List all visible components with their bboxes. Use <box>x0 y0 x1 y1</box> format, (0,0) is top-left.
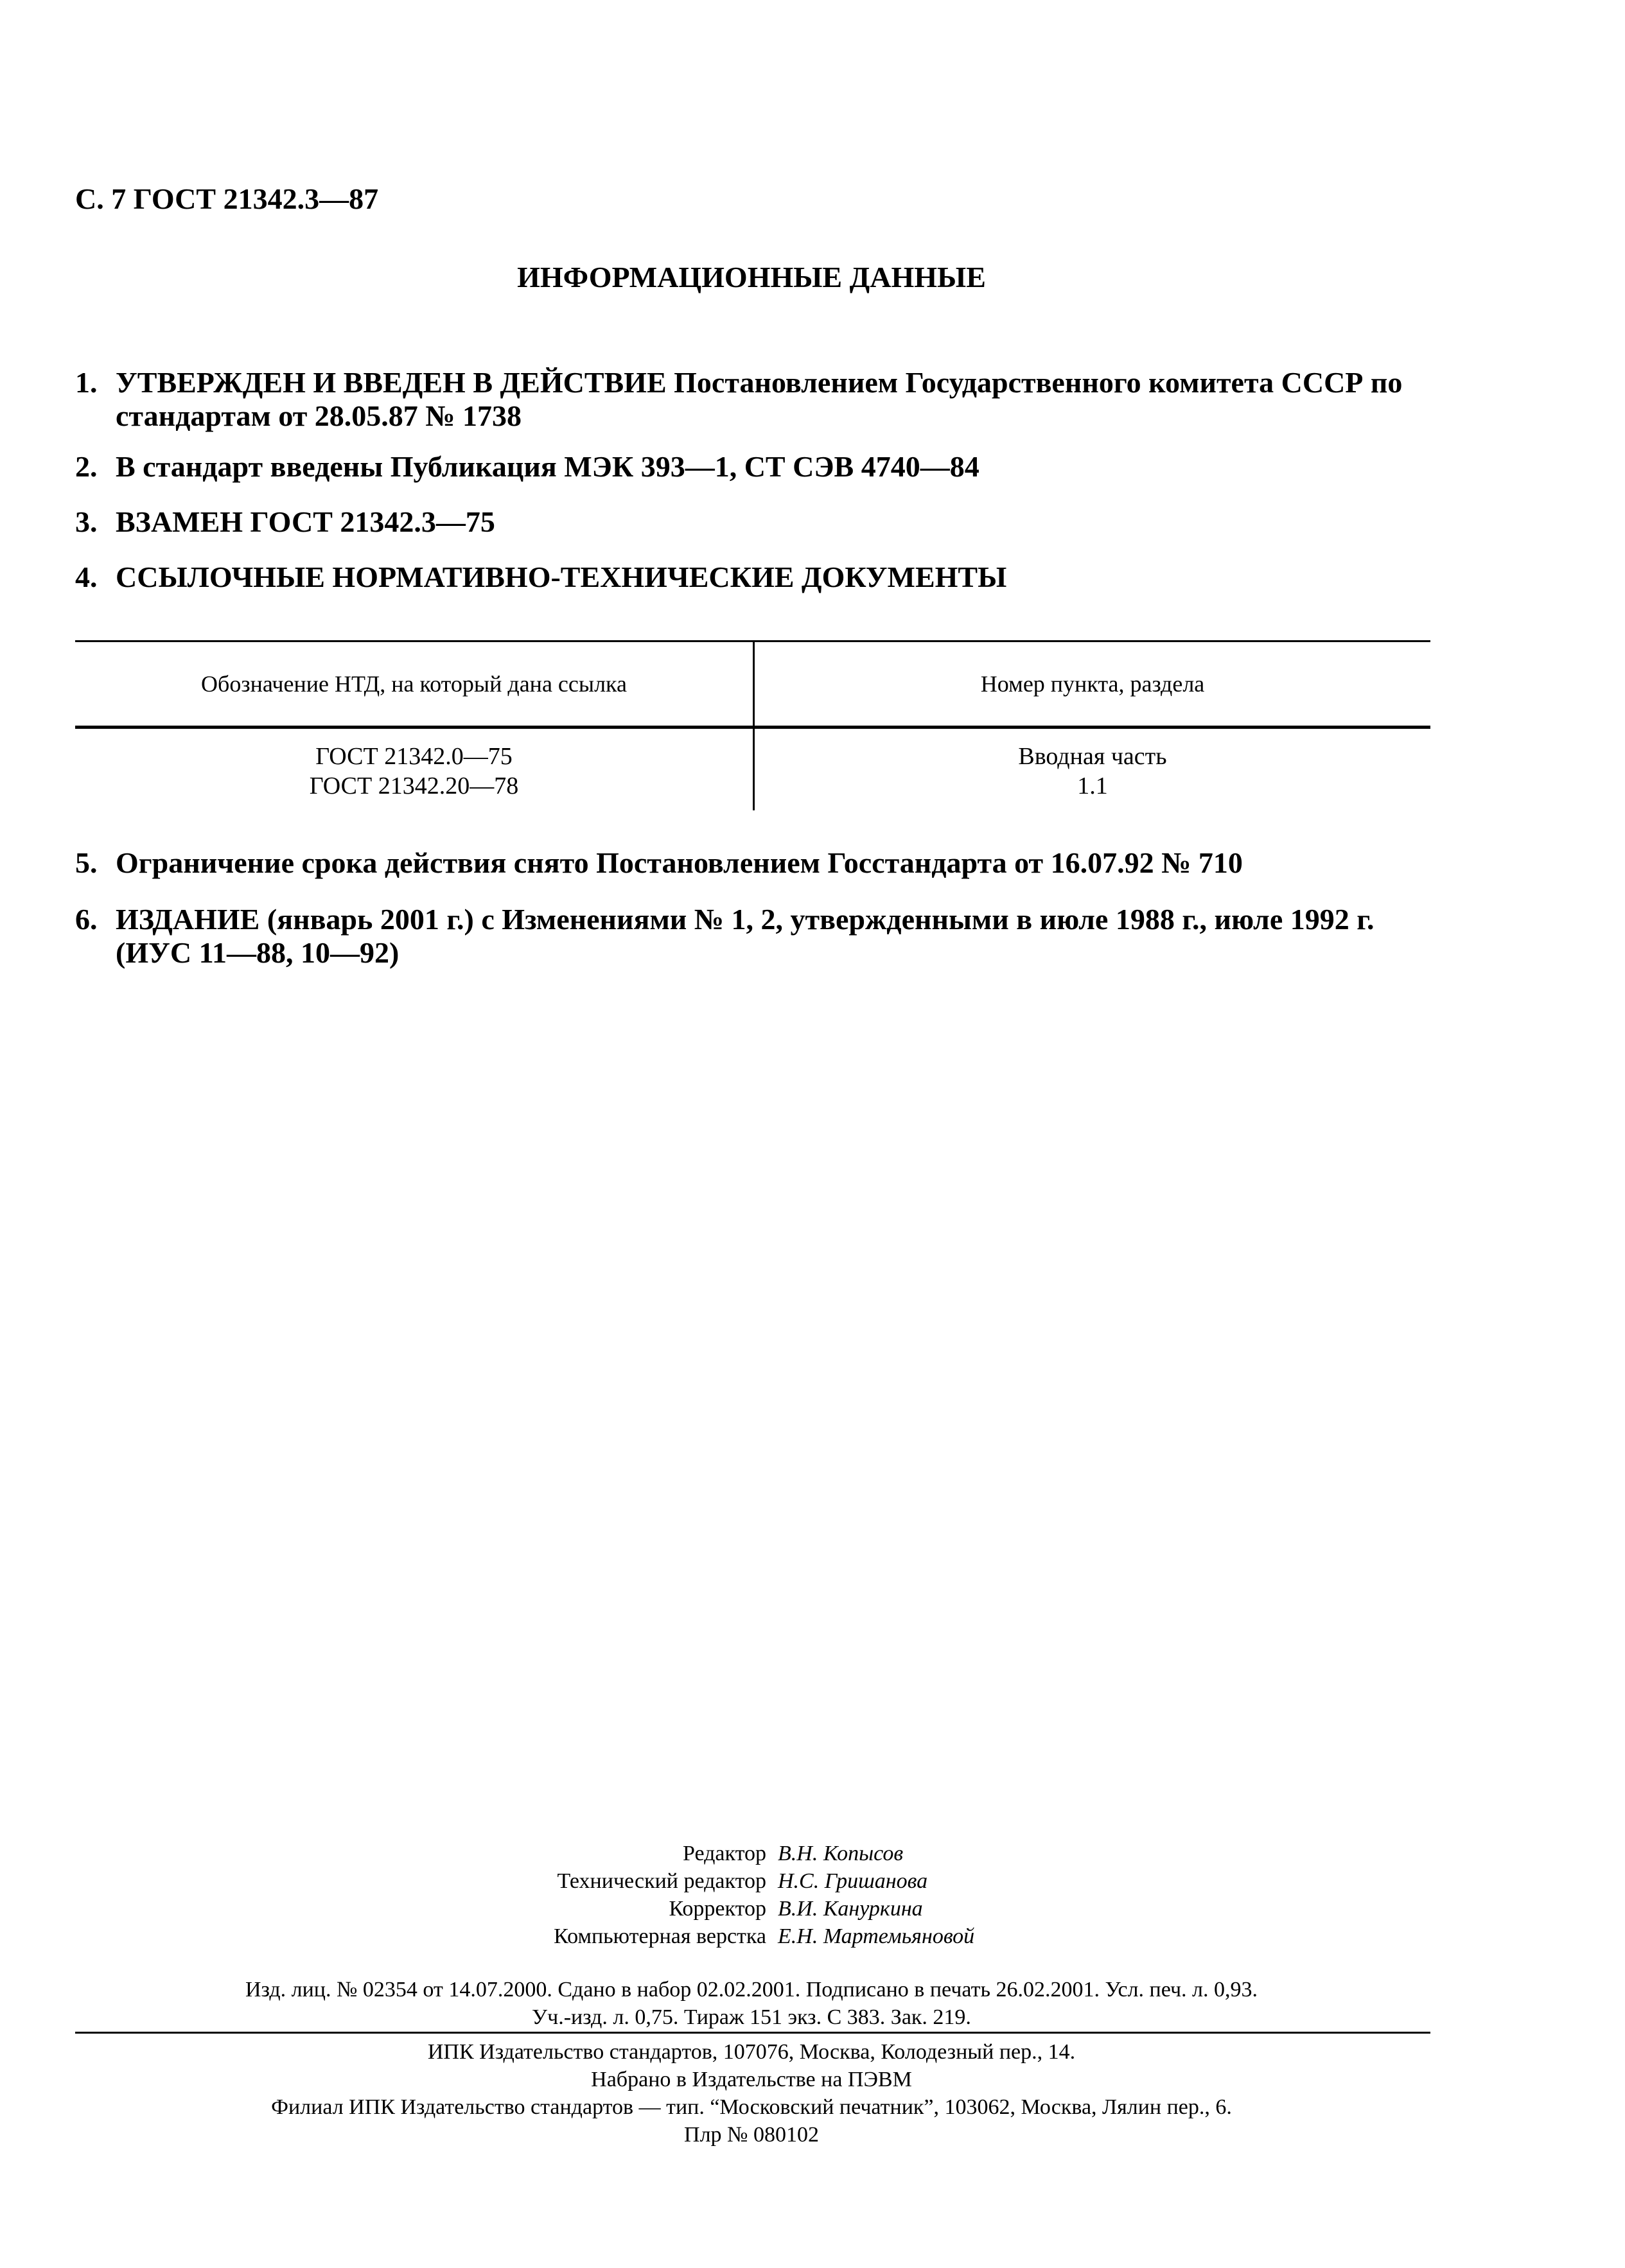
publication-line: Изд. лиц. № 02354 от 14.07.2000. Сдано в набор 02.02.2001. Подписано в печать 26.02.2001. Усл. печ. л. 0,93. <box>245 1978 1258 2002</box>
credit-role: Редактор <box>683 1842 766 1865</box>
imprint-line: Плр № 080102 <box>684 2123 819 2147</box>
table-cell: ГОСТ 21342.20—78 <box>309 772 519 799</box>
credit-name: В.Н. Копысов <box>778 1842 904 1865</box>
publication-line: Уч.-изд. л. 0,75. Тираж 151 экз. С 383. Зак. 219. <box>532 2005 971 2029</box>
list-item <box>75 450 1430 484</box>
item-number: 4. <box>75 561 98 593</box>
item-lead: ВЗАМЕН ГОСТ 21342.3—75 <box>116 505 495 538</box>
imprint-line: Набрано в Издательстве на ПЭВМ <box>591 2068 912 2091</box>
page-header: С. 7 ГОСТ 21342.3—87 <box>75 182 379 215</box>
table-cell: Вводная часть <box>1018 743 1167 770</box>
credit-name: В.И. Кануркина <box>778 1897 923 1921</box>
list-item <box>75 846 1430 880</box>
credit-line <box>0 1840 1625 1867</box>
credit-line <box>0 1867 1625 1895</box>
list-item <box>75 505 1430 539</box>
item-lead: УТВЕРЖДЕН И ВВЕДЕН В ДЕЙСТВИЕ <box>116 366 667 399</box>
table-column-header: Обозначение НТД, на который дана ссылка <box>201 671 627 697</box>
imprint-line: ИПК Издательство стандартов, 107076, Москва, Колодезный пер., 14. <box>427 2040 1076 2064</box>
imprint-block <box>0 2038 1503 2149</box>
credit-line <box>0 1923 1625 1950</box>
item-text: Постановлением Государственного комитета СССР по стандартам от 28.05.87 № 1738 <box>116 366 1403 432</box>
item-number: 6. <box>75 903 98 936</box>
item-number: 1. <box>75 366 98 399</box>
page-title: ИНФОРМАЦИОННЫЕ ДАННЫЕ <box>517 261 986 293</box>
item-lead: Ограничение срока действия снято Постановлением Госстандарта от 16.07.92 № 710 <box>116 846 1243 879</box>
list-item <box>75 366 1430 433</box>
imprint-divider <box>75 2032 1430 2034</box>
credit-role: Технический редактор <box>557 1869 766 1893</box>
credit-role: Корректор <box>669 1897 766 1921</box>
item-text: Публикация МЭК 393—1, СТ СЭВ 4740—84 <box>383 450 979 483</box>
table-cell: 1.1 <box>1077 772 1108 799</box>
editorial-credits <box>0 1840 1625 1950</box>
table-column-header: Номер пункта, раздела <box>980 671 1205 697</box>
item-lead: ИЗДАНИЕ <box>116 903 260 936</box>
list-item <box>75 561 1430 594</box>
credit-line <box>0 1895 1625 1923</box>
credit-name: Е.Н. Мартемьяновой <box>778 1924 975 1948</box>
publication-details <box>0 1976 1503 2031</box>
credit-name: Н.С. Гришанова <box>778 1869 928 1893</box>
item-lead: ССЫЛОЧНЫЕ НОРМАТИВНО-ТЕХНИЧЕСКИЕ ДОКУМЕНТЫ <box>116 561 1007 593</box>
item-text: (январь 2001 г.) с Изменениями № 1, 2, утвержденными в июле 1988 г., июле 1992 г. (ИУС 11—88, 10—92) <box>116 903 1375 969</box>
imprint-line: Филиал ИПК Издательство стандартов — тип. “Московский печатник”, 103062, Москва, Лялин пер., 6. <box>271 2095 1232 2119</box>
item-number: 3. <box>75 505 98 538</box>
credit-role: Компьютерная верстка <box>554 1924 766 1948</box>
list-item <box>75 903 1430 970</box>
item-lead: В стандарт введены <box>116 450 383 483</box>
item-number: 2. <box>75 450 98 483</box>
item-number: 5. <box>75 846 98 879</box>
table-cell: ГОСТ 21342.0—75 <box>315 743 513 770</box>
